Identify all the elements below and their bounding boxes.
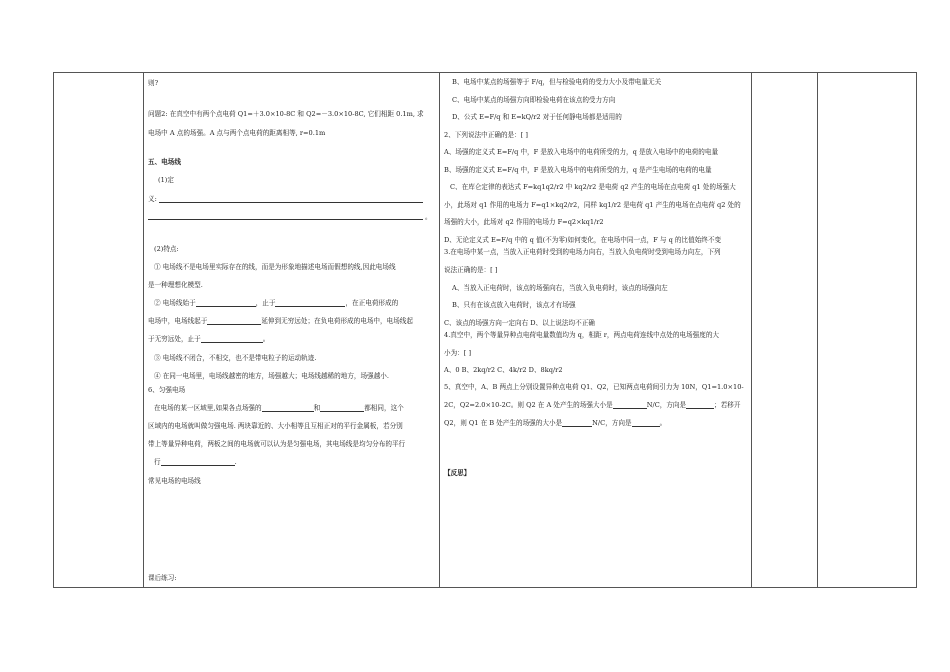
blank-underline: [196, 299, 256, 307]
after-class-practice-label: 课后练习:: [148, 574, 177, 582]
text-line: ④ 在同一电场里，电场线越密的地方，场强越大；电场线越稀的地方，场强越小.: [154, 372, 389, 380]
question-3: 3.在电场中某一点，当放入正电荷时受到的电场力向右，当放入负电荷时受到电场力向左，下列: [444, 248, 721, 256]
text-part: ；若移开: [714, 401, 741, 409]
text-line: 电场中 A 点的场强。A 点与两个点电荷的距离相等, r=0.1m: [148, 129, 326, 137]
text-part: N/C，方向是: [592, 419, 632, 427]
text-line-with-blanks: [148, 317, 413, 325]
text-line: C、电场中某点的场强方向即检验电荷在该点的受力方向: [452, 96, 616, 104]
text-line: A、场强的定义式 E=F/q 中，F 是放入电场中的电荷所受的力，q 是放入电场中的电荷的电量: [444, 148, 719, 156]
text-part: Q2，则 Q1 在 B 处产生的场强的大小是: [444, 419, 563, 427]
text-line: D、公式 E=F/q 和 E=kQ/r2 对于任何静电场都是适用的: [452, 113, 622, 121]
text-line: 义:: [148, 195, 157, 203]
text-line: C、该点的场强方向一定向右 D、以上说法均不正确: [444, 319, 595, 327]
column-divider: [817, 73, 818, 587]
text-part: 于无穷远处，止于: [148, 335, 201, 343]
blank-underline: [262, 404, 314, 412]
text-line: 区域内的电场就叫做匀强电场. 两块靠近的、大小相等且互相正对的平行金属板，若分别: [148, 422, 403, 430]
text-line: C、在库仑定律的表达式 F=kq1q2/r2 中 kq2/r2 是电荷 q2 产生的电场在点电荷 q1 处的场强大: [450, 183, 736, 191]
text-line: 是一种理想化模型.: [148, 281, 203, 289]
blank-underline: [275, 299, 345, 307]
section-heading-field-lines: 五、电场线: [148, 158, 181, 166]
blank-underline: [632, 419, 660, 427]
document-table: [53, 72, 917, 588]
column-divider: [751, 73, 752, 587]
question-2: 2、下列说法中正确的是：[ ]: [444, 131, 528, 139]
blank-underline: [320, 404, 364, 412]
text-part: 在电场的某一区域里,如果各点场强的: [154, 404, 262, 412]
question-4: 4.真空中，两个等量异种点电荷电量数值均为 q，相距 r，两点电荷连线中点处的电场强度的大: [444, 331, 720, 339]
text-part: 行: [154, 458, 161, 466]
text-line: A、当放入正电荷时，该点的场强向右，当放入负电荷时，该点的场强向左: [452, 284, 668, 292]
text-line: (1)定: [158, 176, 174, 184]
text-part: 。: [659, 419, 667, 427]
text-line: ③ 电场线不闭合，不相交，也不是带电粒子的运动轨迹.: [154, 354, 317, 362]
text-line: 场强的大小，此场对 q2 作用的电场力 F=q2×kq1/r2: [444, 218, 604, 226]
text-line: 说法正确的是：[ ]: [444, 266, 498, 274]
text-line-with-blanks: [148, 335, 269, 343]
text-line-with-blanks: [444, 401, 741, 409]
text-line-with-blanks: [444, 419, 666, 427]
text-line: B、场强的定义式 E=F/q 中，F 是放入电场中的电荷所受的力，q 是产生电场的电荷的电量: [444, 166, 712, 174]
problem-2-text: 问题2: 在真空中有两个点电荷 Q1=＋3.0×10-8C 和 Q2=－3.0×10-8C, 它们相距 0.1m, 求: [148, 110, 424, 118]
question-5: 5、真空中，A、B 两点上分别设置异种点电荷 Q1、Q2，已知两点电荷间引力为 10N，Q1=1.0×10-: [444, 383, 744, 391]
text-line: 常见电场的电场线: [148, 477, 201, 485]
text-line: 小，此场对 q1 作用的电场力 F=q1×kq2/r2，同样 kq1/r2 是电荷 q1 产生的电场在点电荷 q2 处的: [444, 201, 741, 209]
text-line: B、只有在该点放入电荷时，该点才有场强: [452, 301, 576, 309]
blank-underline: [159, 202, 423, 203]
text-line: (2)特点:: [154, 245, 179, 253]
text-part: ，在正电荷形成的: [345, 299, 399, 307]
text-part: 延伸到无穷远处；在负电荷形成的电场中，电场线起: [261, 317, 413, 325]
text-line-with-blanks: [154, 299, 398, 307]
text-line-with-blanks: [154, 404, 404, 412]
blank-underline: [613, 401, 647, 409]
section-heading-uniform-field: 6、匀强电场: [148, 386, 186, 394]
blank-underline: [201, 335, 263, 343]
text-line: B、电场中某点的场强等于 F/q，但与检验电荷的受力大小及带电量无关: [452, 78, 662, 86]
text-part: ② 电场线始于: [154, 299, 196, 307]
blank-underline: [686, 401, 714, 409]
text-line: 则?: [148, 79, 159, 87]
text-part: 和: [313, 404, 321, 412]
text-part: 都相同，这个: [364, 404, 404, 412]
text-line: 小为：[ ]: [444, 349, 472, 357]
column-divider: [439, 73, 440, 587]
text-line: ① 电场线不是电场里实际存在的线，而是为形象地描述电场而假想的线,因此电场线: [154, 263, 396, 271]
text-part: 2C，Q2=2.0×10-2C。则 Q2 在 A 处产生的场强大小是: [444, 401, 613, 409]
text-part: N/C，方向是: [646, 401, 687, 409]
text-line-with-blanks: [154, 458, 237, 466]
text-line: 带上等量异种电荷，两板之间的电场就可以认为是匀强电场，其电场线是均匀分布的平行: [148, 440, 406, 448]
answer-options: A、0 B、2kq/r2 C、4k/r2 D、8kq/r2: [444, 366, 563, 374]
text-part: 电场中，电场线起于: [148, 317, 208, 325]
column-divider: [143, 73, 144, 587]
reflection-heading: 【反思】: [444, 469, 471, 477]
text-part: .: [234, 458, 237, 466]
blank-underline: [148, 219, 423, 220]
text-part: ，止于: [255, 299, 276, 307]
blank-underline: [207, 317, 261, 325]
text-part: 。: [262, 335, 270, 343]
text-line: D、无论定义式 E=F/q 中的 q 值(不为零)如何变化，在电场中同一点，F 与 q 的比值始终不变: [444, 236, 722, 244]
blank-underline: [562, 419, 592, 427]
blank-underline: [161, 458, 235, 466]
text-line: 。: [425, 213, 432, 221]
